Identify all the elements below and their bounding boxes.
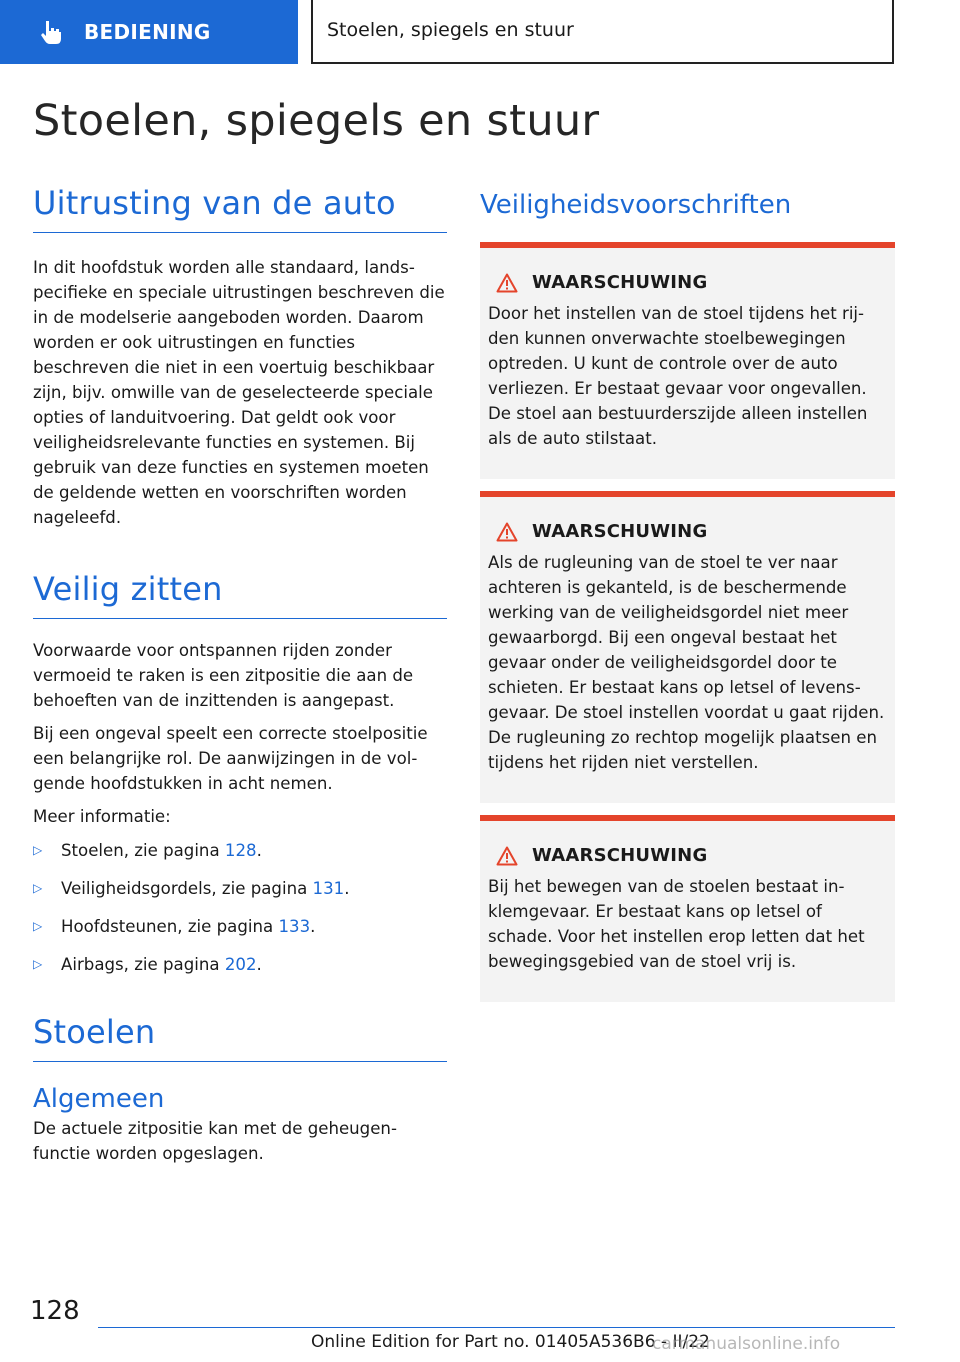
- list-item: [33, 952, 447, 977]
- warning-text: Bij het bewegen van de stoelen bestaat inklemgevaar. Er bestaat kans op letsel of schade. Voor het instellen erop letten dat het bewegingsgebied van de stoel vrij is.: [488, 877, 865, 971]
- warning-text: Als de rugleuning van de stoel te ver naar achteren is gekanteld, is de beschermende werking van de veiligheidsgordel niet meer gewaarborgd. Bij een ongeval bestaat het gevaar onder de veiligheidsgordel door te schieten. Er bestaat kans op letsel of levensgevaar. De stoel instellen voordat u gaat rijden. De rugleuning zo rechtop mogelijk plaatsen en tijdens het rijden niet verstellen.: [488, 553, 885, 772]
- safety-heading: Veiligheidsvoorschriften: [480, 190, 792, 220]
- page-link[interactable]: 202: [224, 955, 257, 974]
- more-info-label: Meer informatie:: [33, 807, 171, 826]
- seats-text: De actuele zitpositie kan met de geheugenfunctie worden opgeslagen.: [33, 1119, 397, 1163]
- footer-divider: [98, 1327, 895, 1328]
- seats-heading: Stoelen: [33, 1013, 447, 1062]
- list-item: [33, 838, 447, 863]
- warning-triangle-icon: [496, 273, 518, 293]
- hand-pointer-icon: [36, 17, 66, 47]
- chapter-header: [311, 0, 894, 64]
- warning-box: [480, 815, 895, 1002]
- watermark: carmanualsonline.info: [652, 1334, 841, 1354]
- safe-seating-paragraph-1: Voorwaarde voor ontspannen rijden zonder vermoeid te raken is een zitpositie die aan de behoeften van de inzittenden is aangepast.: [33, 641, 414, 710]
- warning-title: WAARSCHUWING: [496, 845, 887, 866]
- warning-box: [480, 491, 895, 803]
- safe-seating-heading: Veilig zitten: [33, 570, 447, 619]
- triangle-bullet-icon: ▷: [33, 843, 43, 857]
- triangle-bullet-icon: ▷: [33, 919, 43, 933]
- equipment-heading: Uitrusting van de auto: [33, 184, 447, 233]
- list-item-text: Hoofdsteunen, zie pagina 133.: [61, 917, 316, 936]
- triangle-bullet-icon: ▷: [33, 957, 43, 971]
- safe-seating-paragraph-2: Bij een ongeval speelt een correcte stoelpositie een belangrijke rol. De aanwijzingen in de volgende hoofdstukken in acht nemen.: [33, 724, 428, 793]
- page-title: Stoelen, spiegels en stuur: [33, 96, 600, 146]
- page-number: 128: [30, 1296, 80, 1326]
- general-subheading: Algemeen: [33, 1084, 165, 1114]
- warning-text: Door het instellen van de stoel tijdens het rijden kunnen onverwachte stoelbewegingen optreden. U kunt de controle over de auto verliezen. Er bestaat gevaar voor ongevallen. De stoel aan bestuurderszijde alleen instellen als de auto stilstaat.: [488, 304, 868, 448]
- section-label: BEDIENING: [84, 20, 211, 44]
- left-column: [33, 184, 447, 1166]
- chapter-title: Stoelen, spiegels en stuur: [327, 19, 574, 41]
- warning-title: WAARSCHUWING: [496, 521, 887, 542]
- list-item: [33, 876, 447, 901]
- list-item-text: Stoelen, zie pagina 128.: [61, 841, 262, 860]
- list-item: [33, 914, 447, 939]
- page-link[interactable]: 133: [278, 917, 311, 936]
- reference-list: [33, 838, 447, 977]
- warning-box: [480, 242, 895, 479]
- page-link[interactable]: 128: [224, 841, 257, 860]
- triangle-bullet-icon: ▷: [33, 881, 43, 895]
- right-column: [480, 184, 895, 1002]
- list-item-text: Veiligheidsgordels, zie pagina 131.: [61, 879, 350, 898]
- warning-triangle-icon: [496, 522, 518, 542]
- section-tab: [0, 0, 298, 64]
- edition-text: Online Edition for Part no. 01405A536B6 - II/22: [311, 1332, 710, 1352]
- equipment-text: In dit hoofdstuk worden alle standaard, landspecifieke en speciale uitrustingen beschreven die in de modelserie aangeboden worden. Daarom worden er ook uitrustingen en functies beschreven die niet in een voertuig beschikbaar zijn, bijv. omwille van de geselecteerde speciale opties of landuitvoering. Dat geldt ook voor veiligheidsrelevante functies en systemen. Bij gebruik van deze functies en systemen moeten de geldende wetten en voorschriften worden nageleefd.: [33, 258, 445, 527]
- warning-triangle-icon: [496, 846, 518, 866]
- page-link[interactable]: 131: [312, 879, 345, 898]
- warning-title: WAARSCHUWING: [496, 272, 887, 293]
- list-item-text: Airbags, zie pagina 202.: [61, 955, 262, 974]
